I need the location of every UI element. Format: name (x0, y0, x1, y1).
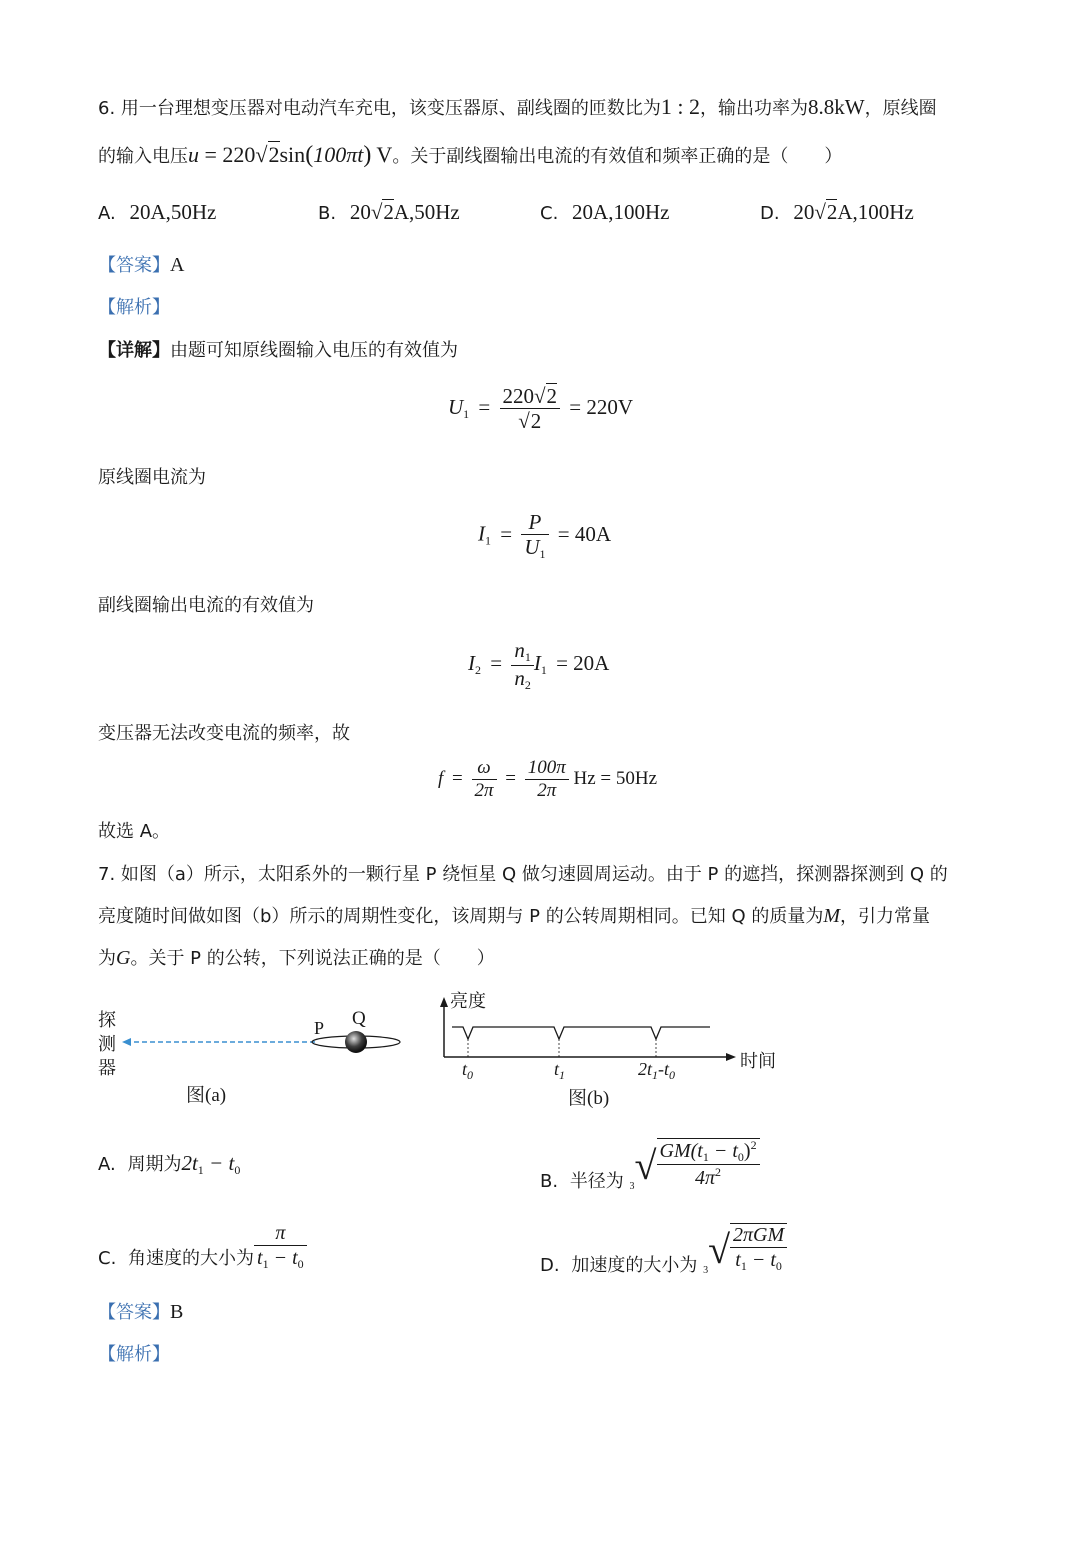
q6-output-power: 8.8kW (808, 95, 865, 119)
q6-choice-d (760, 200, 914, 225)
choice-label: C. (98, 1247, 117, 1269)
frac-sub-1: 1 (262, 1257, 269, 1271)
choice-label: A. (98, 1154, 116, 1175)
q6-voltage-var: u (188, 142, 199, 167)
q6-choice-b (318, 200, 460, 225)
choice-fraction (657, 1138, 760, 1191)
frac-sub-2: 0 (737, 1149, 744, 1164)
star-q-icon (345, 1031, 367, 1053)
q6-sin-arg: 100πt (313, 142, 364, 167)
frac-den: t (735, 1248, 741, 1271)
choice-text: 加速度的大小为 (571, 1255, 698, 1276)
eq-fraction (500, 384, 561, 434)
frac-minus: − t (746, 1248, 776, 1271)
q7-gravity-var: G (116, 947, 131, 969)
eq-fraction-2 (525, 757, 569, 803)
q7-line1: 7. 如图（a）所示，太阳系外的一颗行星 P 绕恒星 Q 做匀速圆周运动。由于 P 的遮挡，探测器探测到 Q 的 (98, 864, 948, 885)
frac-den: 4π (695, 1167, 716, 1190)
arrow-icon (122, 1038, 131, 1046)
choice-label: C. (540, 203, 559, 224)
eq-mid-sub: 1 (540, 662, 547, 677)
q6-text-primary-current: 原线圈电流为 (98, 467, 206, 488)
frac-den: t (257, 1247, 263, 1269)
detail-text: 由题可知原线圈输入电压的有效值为 (170, 340, 458, 361)
q7-line3-tail: 。关于 P 的公转，下列说法正确的是（ ） (130, 948, 495, 969)
q6-sin: sin (279, 142, 306, 167)
eq-rhs: = 40A (557, 521, 612, 546)
eq-den-1: 2π (474, 779, 494, 801)
frac-den-pow: 2 (715, 1165, 722, 1180)
q7-answer (98, 1298, 183, 1324)
frac-close: ) (743, 1139, 751, 1162)
detector-label-1: 探 (98, 1010, 116, 1031)
frac-num: 2πGM (730, 1224, 787, 1248)
sqrt-icon: √ (370, 200, 383, 224)
cube-root-icon: √ (708, 1227, 731, 1272)
choice-text: 半径为 (569, 1171, 624, 1192)
q6-turns-ratio: 1 : 2 (660, 94, 701, 119)
choice-label: D. (760, 203, 780, 224)
q6-text-secondary-current: 副线圈输出电流的有效值为 (98, 595, 314, 616)
equation-frequency: f = $\frac{\omega}{2\pi}$ = $\frac{100\pi}{2\pi}$ Hz = 50Hz (438, 757, 658, 801)
choice-value-post: A,50Hz (393, 200, 460, 224)
y-axis-label: 亮度 (450, 991, 486, 1012)
choice-label: B. (318, 203, 337, 224)
cube-root-icon: √ (634, 1143, 657, 1188)
answer-value: A (170, 254, 185, 276)
tick-t0-var: t (462, 1059, 468, 1079)
eq-lhs: f (438, 768, 444, 790)
choice-sub: 1 (197, 1163, 204, 1177)
eq-lhs: U (448, 394, 464, 419)
q6-paren-left: ( (305, 142, 314, 168)
frac-num: π (254, 1222, 307, 1246)
eq-num: P (521, 510, 548, 535)
q7-choice-c (98, 1222, 307, 1271)
q7-choice-d (540, 1216, 787, 1276)
eq-fraction-1 (472, 757, 497, 803)
eq-mid: I (533, 650, 541, 675)
frac-num: GM (659, 1139, 691, 1162)
frac-paren: (t (690, 1139, 703, 1162)
figure-b (430, 985, 800, 1110)
eq-fraction (521, 510, 548, 562)
q6-conclusion: 故选 A。 (98, 821, 171, 842)
q6-input-voltage-label: 的输入电压 (98, 146, 188, 167)
q6-question-text: 。关于副线圈输出电流的有效值和频率正确的是（ ） (392, 146, 843, 167)
eq-den: n (514, 665, 525, 690)
choice-expr: 2t (181, 1151, 198, 1175)
choice-minus: − t (203, 1151, 235, 1175)
equation-i1: $I_1$ = $\frac{P}{U_1}$ = 40A (478, 510, 612, 562)
eq-num-2: 100π (525, 757, 569, 780)
q6-answer (98, 251, 184, 277)
q6-choice-c (540, 200, 669, 225)
frac-sub-2: 0 (775, 1258, 782, 1273)
q7-line2 (98, 902, 930, 928)
choice-value: 20A,50Hz (129, 200, 217, 224)
q7-line2-tail: ，引力常量 (840, 906, 931, 927)
eq-den: U (524, 535, 540, 560)
eq-lhs-sub: 1 (463, 406, 470, 421)
choice-label: D. (540, 1255, 560, 1276)
q6-end-text: ，原线圈 (864, 98, 937, 119)
tick-t2-var: 2t (638, 1059, 653, 1079)
answer-tag: 【答案】 (98, 1302, 170, 1323)
eq-num-sub: 1 (524, 650, 531, 664)
choice-fraction (254, 1222, 307, 1271)
q6-stem-text: 6. 用一台理想变压器对电动汽车充电，该变压器原、副线圈的匝数比为 (98, 98, 661, 119)
frac-minus: − t (268, 1247, 298, 1269)
q6-voltage-root: 2 (268, 142, 280, 167)
tick-t2-tail-sub: 0 (669, 1068, 676, 1082)
q6-choice-a (98, 200, 216, 225)
eq-num: 220 (502, 384, 535, 408)
q7-line2-text: 亮度随时间做如图（b）所示的周期性变化，该周期与 P 的公转周期相同。已知 Q 的质量为 (98, 906, 824, 927)
eq-lhs: I (478, 521, 485, 546)
tick-t1 (554, 1059, 565, 1083)
q7-choice-b (540, 1132, 760, 1190)
tick-t2-sub: 1 (652, 1068, 659, 1082)
choice-text: 角速度的大小为 (128, 1247, 255, 1269)
tick-t1-sub: 1 (559, 1068, 566, 1082)
choice-text: 周期为 (127, 1154, 182, 1175)
eq-num-root: 2 (546, 384, 558, 408)
answer-value: B (170, 1301, 184, 1323)
q7-choice-a (98, 1150, 240, 1178)
eq-lhs-sub: 2 (475, 662, 481, 677)
q6-mid-text: ，输出功率为 (700, 98, 809, 119)
q7-line3 (98, 944, 495, 970)
figure-a (90, 1000, 420, 1110)
eq-num: n (514, 638, 525, 662)
choice-label: A. (98, 203, 116, 224)
eq-rhs: Hz = 50Hz (573, 768, 658, 790)
q7-mass-var: M (823, 905, 841, 927)
sqrt-icon: √ (814, 200, 826, 224)
frac-sub-1: 1 (702, 1149, 709, 1164)
sqrt-icon: √ (534, 384, 546, 408)
eq-rhs: = 20A (556, 650, 610, 675)
eq-den-sub: 1 (539, 547, 546, 562)
sqrt-icon: √ (255, 142, 268, 167)
eq-lhs: I (468, 650, 475, 675)
choice-fraction (730, 1223, 787, 1273)
frac-pow: 2 (750, 1137, 757, 1152)
frac-sub-2: 0 (297, 1257, 304, 1271)
eq-den-root: 2 (530, 409, 542, 434)
orbit-diagram (90, 1000, 420, 1110)
q6-analysis-tag: 【解析】 (98, 297, 170, 318)
eq-rhs: = 220V (569, 394, 634, 419)
choice-value-post: A,100Hz (837, 200, 914, 224)
q6-line2 (98, 142, 842, 169)
eq-num-1: ω (472, 757, 497, 780)
root-index: 3 (629, 1181, 635, 1192)
eq-fraction (511, 638, 534, 692)
frac-sub-1: 1 (740, 1258, 747, 1273)
q6-voltage-unit: V (371, 142, 393, 167)
equation-i2: $I_2$ = $\frac{n_1}{n_2}$ $I_1 = 20A$ (468, 638, 610, 692)
answer-tag: 【答案】 (98, 255, 170, 276)
y-axis-arrow-icon (440, 997, 448, 1007)
q6-voltage-eq: = 220 (199, 142, 256, 167)
tick-t2 (638, 1059, 675, 1083)
detail-tag: 【详解】 (98, 340, 170, 361)
sqrt-icon: √ (518, 409, 530, 434)
eq-den-sub: 2 (524, 677, 531, 692)
tick-t0 (462, 1059, 473, 1083)
choice-value-root: 2 (383, 200, 394, 224)
choice-label: B. (540, 1171, 559, 1192)
tick-t1-var: t (554, 1059, 560, 1079)
x-axis-label: 时间 (740, 1051, 776, 1072)
eq-lhs-sub: 1 (485, 533, 491, 548)
q7-line3-text: 为 (98, 948, 116, 969)
choice-value: 20A,100Hz (572, 200, 670, 224)
choice-value-pre: 20 (349, 200, 371, 224)
detector-label-2: 测 (98, 1034, 116, 1055)
root-index: 3 (703, 1265, 709, 1276)
tick-t0-sub: 0 (467, 1068, 474, 1082)
tick-t2-tail: -t (658, 1059, 670, 1079)
q7-analysis-tag: 【解析】 (98, 1344, 170, 1365)
eq-den-2: 2π (537, 779, 557, 801)
q6-paren-right: ) (363, 142, 372, 168)
choice-sub-2: 0 (234, 1163, 241, 1177)
planet-p-label: P (314, 1018, 325, 1038)
frac-minus: − t (708, 1139, 738, 1162)
detector-label-3: 器 (98, 1058, 116, 1079)
choice-value-pre: 20 (793, 200, 815, 224)
q6-detail (98, 336, 458, 362)
star-q-label: Q (352, 1008, 366, 1029)
q6-text-frequency: 变压器无法改变电流的频率，故 (98, 723, 350, 744)
choice-value-root: 2 (826, 200, 838, 224)
x-axis-arrow-icon (726, 1053, 736, 1061)
brightness-curve (452, 1027, 710, 1039)
figure-b-caption: 图(b) (568, 1088, 610, 1109)
equation-u1: $U_1$ = $\frac{220√2}{√2}$ = 220V (448, 384, 634, 434)
figure-a-caption: 图(a) (186, 1085, 227, 1106)
q6-line1 (98, 94, 937, 120)
